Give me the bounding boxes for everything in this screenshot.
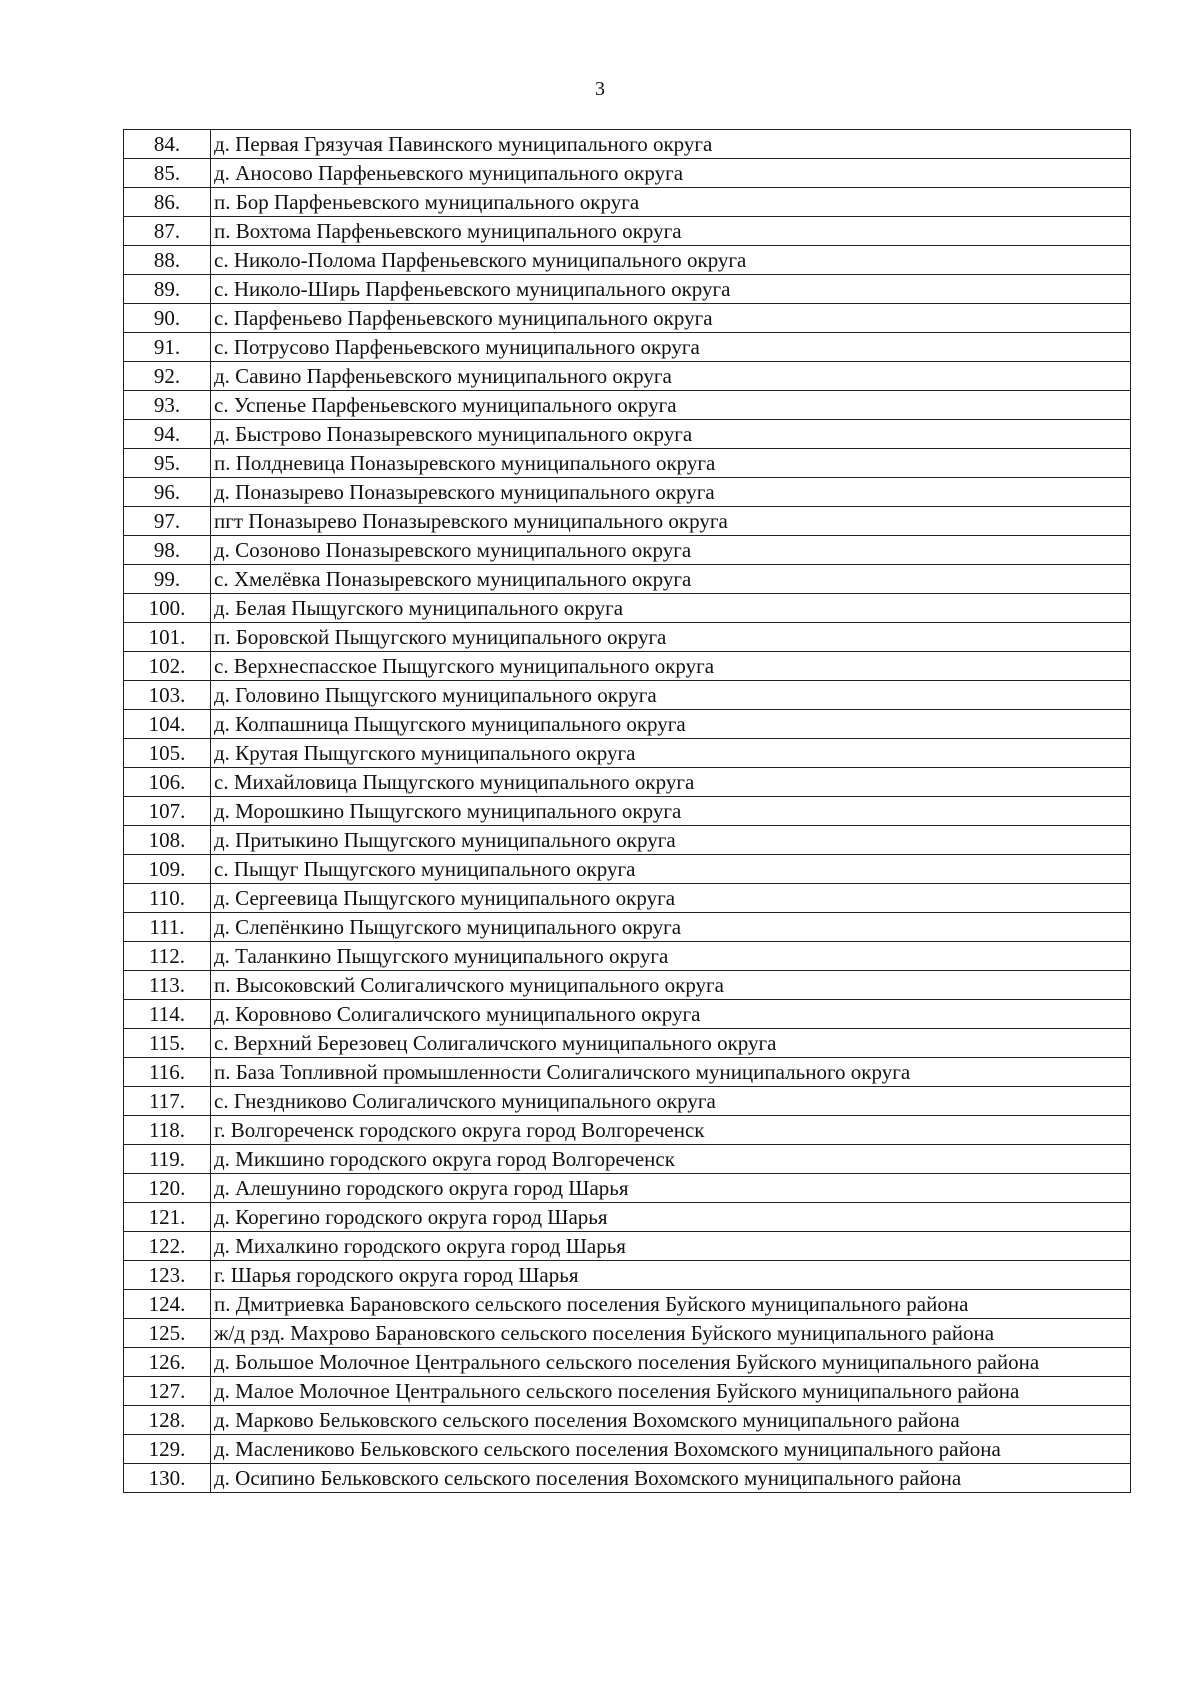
row-number: 89. [124,275,211,304]
table-row [124,188,1131,217]
table-row [124,942,1131,971]
settlement-name: ж/д рзд. Махрово Барановского сельского поселения Буйского муниципального района [211,1319,1131,1348]
row-number: 94. [124,420,211,449]
settlement-name: п. Дмитриевка Барановского сельского поселения Буйского муниципального района [211,1290,1131,1319]
table-row [124,1000,1131,1029]
settlement-name: д. Морошкино Пыщугского муниципального округа [211,797,1131,826]
table-row [124,478,1131,507]
settlement-name: д. Сергеевица Пыщугского муниципального округа [211,884,1131,913]
table-row [124,710,1131,739]
settlement-name: с. Гнездниково Солигаличского муниципального округа [211,1087,1131,1116]
table-row [124,826,1131,855]
table-row [124,507,1131,536]
settlement-name: г. Шарья городского округа город Шарья [211,1261,1131,1290]
settlement-name: д. Корегино городского округа город Шарья [211,1203,1131,1232]
table-row [124,536,1131,565]
table-row [124,594,1131,623]
settlement-name: д. Слепёнкино Пыщугского муниципального округа [211,913,1131,942]
table-row [124,1058,1131,1087]
row-number: 93. [124,391,211,420]
row-number: 111. [124,913,211,942]
row-number: 127. [124,1377,211,1406]
settlement-name: д. Марково Бельковского сельского поселения Вохомского муниципального района [211,1406,1131,1435]
row-number: 129. [124,1435,211,1464]
row-number: 90. [124,304,211,333]
row-number: 107. [124,797,211,826]
table-row [124,971,1131,1000]
row-number: 84. [124,130,211,159]
row-number: 112. [124,942,211,971]
table-row [124,449,1131,478]
settlement-name: с. Николо-Ширь Парфеньевского муниципального округа [211,275,1131,304]
row-number: 97. [124,507,211,536]
settlement-name: д. Алешунино городского округа город Шарья [211,1174,1131,1203]
settlement-name: с. Потрусово Парфеньевского муниципального округа [211,333,1131,362]
row-number: 95. [124,449,211,478]
table-row [124,304,1131,333]
settlement-name: д. Осипино Бельковского сельского поселения Вохомского муниципального района [211,1464,1131,1493]
table-row [124,1029,1131,1058]
table-row [124,1203,1131,1232]
settlement-name: д. Таланкино Пыщугского муниципального округа [211,942,1131,971]
row-number: 87. [124,217,211,246]
table-row [124,217,1131,246]
row-number: 101. [124,623,211,652]
table-row [124,1406,1131,1435]
settlement-name: с. Верхнеспасское Пыщугского муниципального округа [211,652,1131,681]
settlement-name: д. Белая Пыщугского муниципального округа [211,594,1131,623]
settlement-name: с. Хмелёвка Поназыревского муниципального округа [211,565,1131,594]
table-row [124,333,1131,362]
table-row [124,1377,1131,1406]
row-number: 130. [124,1464,211,1493]
table-row [124,391,1131,420]
table-row [124,1348,1131,1377]
settlement-name: д. Коровново Солигаличского муниципального округа [211,1000,1131,1029]
row-number: 122. [124,1232,211,1261]
row-number: 125. [124,1319,211,1348]
table-row [124,623,1131,652]
table-row [124,159,1131,188]
settlement-name: д. Поназырево Поназыревского муниципального округа [211,478,1131,507]
table-row [124,565,1131,594]
row-number: 126. [124,1348,211,1377]
settlements-table [123,129,1131,1493]
table-row [124,1290,1131,1319]
settlement-name: с. Верхний Березовец Солигаличского муниципального округа [211,1029,1131,1058]
table-row [124,1116,1131,1145]
row-number: 128. [124,1406,211,1435]
row-number: 124. [124,1290,211,1319]
row-number: 120. [124,1174,211,1203]
table-row [124,246,1131,275]
settlement-name: д. Головино Пыщугского муниципального округа [211,681,1131,710]
table-row [124,797,1131,826]
row-number: 106. [124,768,211,797]
settlement-name: с. Парфеньево Парфеньевского муниципального округа [211,304,1131,333]
table-row [124,1232,1131,1261]
settlement-name: г. Волгореченск городского округа город Волгореченск [211,1116,1131,1145]
settlement-name: п. Высоковский Солигаличского муниципального округа [211,971,1131,1000]
settlement-name: п. Вохтома Парфеньевского муниципального округа [211,217,1131,246]
row-number: 119. [124,1145,211,1174]
row-number: 104. [124,710,211,739]
row-number: 105. [124,739,211,768]
settlement-name: д. Савино Парфеньевского муниципального округа [211,362,1131,391]
settlement-name: п. База Топливной промышленности Солигаличского муниципального округа [211,1058,1131,1087]
settlement-name: с. Пыщуг Пыщугского муниципального округа [211,855,1131,884]
settlement-name: с. Успенье Парфеньевского муниципального округа [211,391,1131,420]
row-number: 117. [124,1087,211,1116]
table-row [124,362,1131,391]
table-row [124,275,1131,304]
table-row [124,1464,1131,1493]
table-row [124,1435,1131,1464]
table-row [124,420,1131,449]
table-row [124,855,1131,884]
row-number: 102. [124,652,211,681]
page-number: 3 [595,78,605,100]
settlement-name: с. Михайловица Пыщугского муниципального округа [211,768,1131,797]
row-number: 92. [124,362,211,391]
table-row [124,1261,1131,1290]
settlement-name: д. Большое Молочное Центрального сельского поселения Буйского муниципального района [211,1348,1131,1377]
row-number: 99. [124,565,211,594]
row-number: 103. [124,681,211,710]
table-row [124,681,1131,710]
row-number: 96. [124,478,211,507]
settlement-name: п. Бор Парфеньевского муниципального округа [211,188,1131,217]
settlement-name: д. Аносово Парфеньевского муниципального округа [211,159,1131,188]
row-number: 121. [124,1203,211,1232]
row-number: 100. [124,594,211,623]
row-number: 110. [124,884,211,913]
row-number: 109. [124,855,211,884]
table-row [124,884,1131,913]
table-row [124,739,1131,768]
settlement-name: д. Маслениково Бельковского сельского поселения Вохомского муниципального района [211,1435,1131,1464]
row-number: 114. [124,1000,211,1029]
table-row [124,1319,1131,1348]
settlement-name: д. Быстрово Поназыревского муниципального округа [211,420,1131,449]
row-number: 118. [124,1116,211,1145]
settlement-name: д. Созоново Поназыревского муниципального округа [211,536,1131,565]
settlement-name: д. Первая Грязучая Павинского муниципального округа [211,130,1131,159]
settlement-name: д. Колпашница Пыщугского муниципального округа [211,710,1131,739]
row-number: 88. [124,246,211,275]
row-number: 86. [124,188,211,217]
settlement-name: п. Полдневица Поназыревского муниципального округа [211,449,1131,478]
settlements-table-body [124,130,1131,1493]
settlement-name: д. Михалкино городского округа город Шарья [211,1232,1131,1261]
table-row [124,913,1131,942]
row-number: 116. [124,1058,211,1087]
table-row [124,1087,1131,1116]
table-row [124,130,1131,159]
row-number: 123. [124,1261,211,1290]
row-number: 91. [124,333,211,362]
table-row [124,652,1131,681]
row-number: 98. [124,536,211,565]
settlement-name: д. Малое Молочное Центрального сельского поселения Буйского муниципального района [211,1377,1131,1406]
row-number: 113. [124,971,211,1000]
settlement-name: с. Николо-Полома Парфеньевского муниципального округа [211,246,1131,275]
settlement-name: пгт Поназырево Поназыревского муниципального округа [211,507,1131,536]
table-row [124,1145,1131,1174]
settlement-name: п. Боровской Пыщугского муниципального округа [211,623,1131,652]
settlement-name: д. Микшино городского округа город Волгореченск [211,1145,1131,1174]
settlement-name: д. Притыкино Пыщугского муниципального округа [211,826,1131,855]
table-row [124,768,1131,797]
settlement-name: д. Крутая Пыщугского муниципального округа [211,739,1131,768]
row-number: 108. [124,826,211,855]
row-number: 115. [124,1029,211,1058]
table-row [124,1174,1131,1203]
row-number: 85. [124,159,211,188]
